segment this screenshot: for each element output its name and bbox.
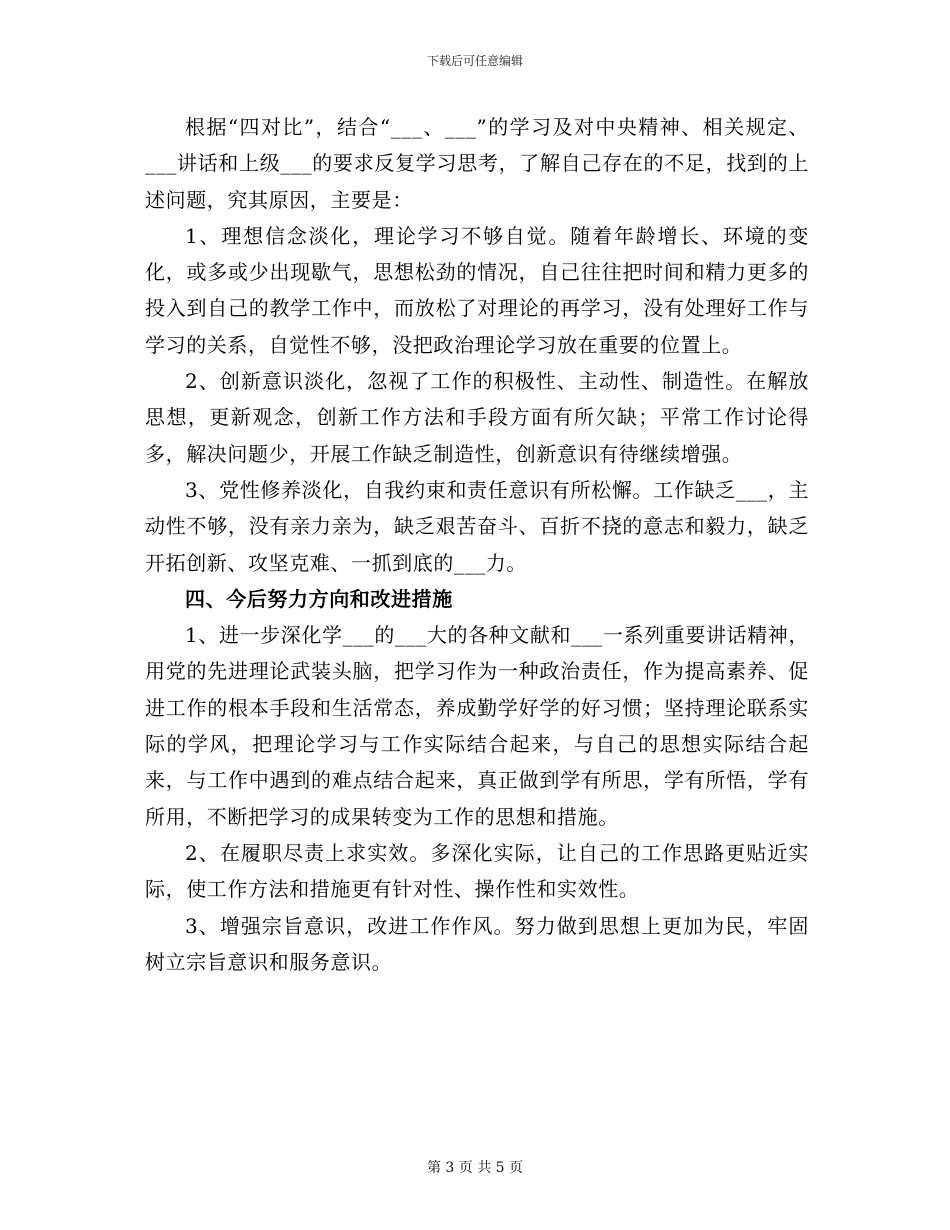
paragraph-cause-intro: 根据“四对比”，结合“___、___”的学习及对中央精神、相关规定、___讲话和上级___的要求反复学习思考，了解自己存在的不足，找到的上述问题，究其原因，主要是： <box>145 115 809 212</box>
paragraph-measure-1: 1、进一步深化学___的___大的各种文献和___一系列重要讲话精神，用党的先进理论武装头脑，把学习作为一种政治责任，作为提高素养、促进工作的根本手段和生活常态，养成勤学好学的好习惯；坚持理论联系实际的学风，把理论学习与工作实际结合起来，与自己的思想实际结合起来，与工作中遇到的难点结合起来，真正做到学有所思，学有所悟，学有所用，不断把学习的成果转变为工作的思想和措施。 <box>145 623 809 829</box>
paragraph-measure-2: 2、在履职尽责上求实效。多深化实际，让自己的工作思路更贴近实际，使工作方法和措施更有针对性、操作性和实效性。 <box>145 840 809 902</box>
page-header: 下载后可任意编辑 <box>426 54 523 68</box>
paragraph-cause-2: 2、创新意识淡化，忽视了工作的积极性、主动性、制造性。在解放思想，更新观念，创新工作方法和手段方面有所欠缺；平常工作讨论得多，解决问题少，开展工作缺乏制造性，创新意识有待继续增强。 <box>145 369 809 466</box>
section-heading: 四、今后努力方向和改进措施 <box>185 586 453 611</box>
document-body <box>145 109 809 980</box>
paragraph-cause-3: 3、党性修养淡化，自我约束和责任意识有所松懈。工作缺乏___，主动性不够，没有亲力亲为，缺乏艰苦奋斗、百折不挠的意志和毅力，缺乏开拓创新、攻坚克难、一抓到底的___力。 <box>145 477 809 575</box>
paragraph-measure-3: 3、增强宗旨意识，改进工作作风。努力做到思想上更加为民，牢固树立宗旨意识和服务意识。 <box>145 913 809 974</box>
page-number: 第 3 页 共 5 页 <box>426 1160 524 1176</box>
paragraph-cause-1: 1、理想信念淡化，理论学习不够自觉。随着年龄增长、环境的变化，或多或少出现歇气，思想松劲的情况，自己往往把时间和精力更多的投入到自己的教学工作中，而放松了对理论的再学习，没有处理好工作与学习的关系，自觉性不够，没把政治理论学习放在重要的位置上。 <box>145 223 809 357</box>
